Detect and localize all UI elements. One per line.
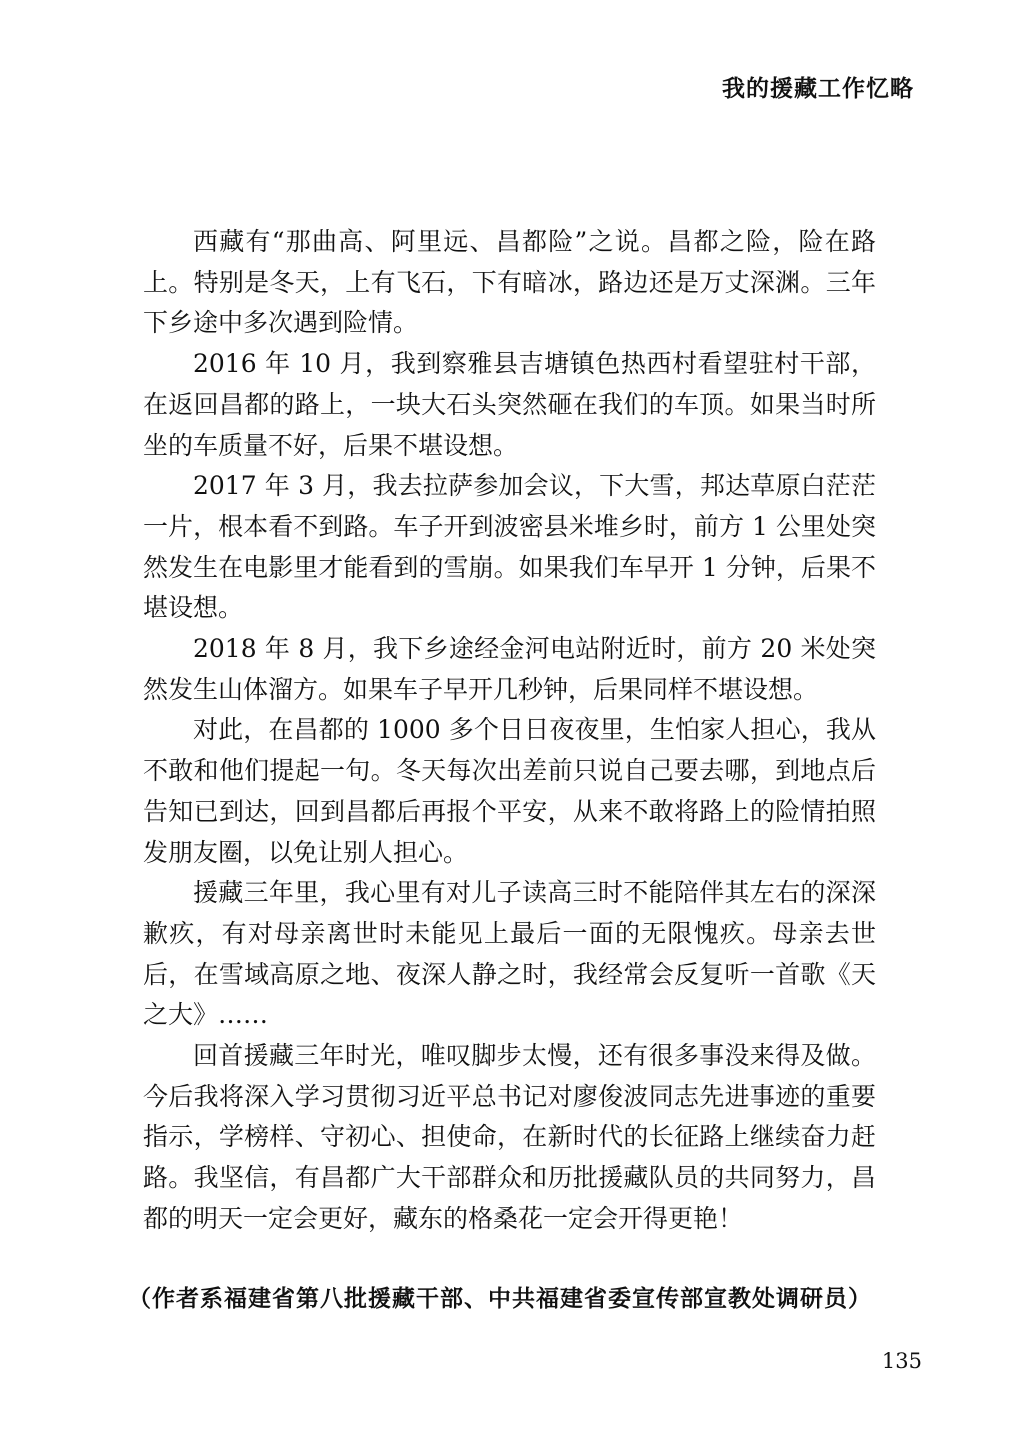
page-number: 135: [881, 1349, 922, 1373]
article-body: [143, 222, 876, 1240]
paragraph-4: 2018 年 8 月，我下乡途经金河电站附近时，前方 20 米处突然发生山体溜方。如果车子早开几秒钟，后果同样不堪设想。: [143, 634, 876, 704]
paragraph-6: 援藏三年里，我心里有对儿子读高三时不能陪伴其左右的深深歉疚，有对母亲离世时未能见上最后一面的无限愧疚。母亲去世后，在雪域高原之地、夜深人静之时，我经常会反复听一首歌《天之大》……: [143, 878, 876, 1030]
paragraph-5: 对此，在昌都的 1000 多个日日夜夜里，生怕家人担心，我从不敢和他们提起一句。冬天每次出差前只说自己要去哪，到地点后告知已到达，回到昌都后再报个平安，从来不敢将路上的险情拍照发朋友圈，以免让别人担心。: [143, 715, 876, 867]
running-header-title: 我的援藏工作忆略: [722, 75, 914, 102]
author-byline: （作者系福建省第八批援藏干部、中共福建省委宣传部宣教处调研员）: [128, 1285, 872, 1312]
paragraph-7: 回首援藏三年时光，唯叹脚步太慢，还有很多事没来得及做。今后我将深入学习贯彻习近平总书记对廖俊波同志先进事迹的重要指示，学榜样、守初心、担使命，在新时代的长征路上继续奋力赶路。我坚信，有昌都广大干部群众和历批援藏队员的共同努力，昌都的明天一定会更好，藏东的格桑花一定会开得更艳！: [143, 1041, 876, 1233]
paragraph-1: 西藏有“那曲高、阿里远、昌都险”之说。昌都之险，险在路上。特别是冬天，上有飞石，下有暗冰，路边还是万丈深渊。三年下乡途中多次遇到险情。: [143, 227, 876, 338]
paragraph-3: 2017 年 3 月，我去拉萨参加会议，下大雪，邦达草原白茫茫一片，根本看不到路。车子开到波密县米堆乡时，前方 1 公里处突然发生在电影里才能看到的雪崩。如果我们车早开 1 分钟，后果不堪设想。: [143, 471, 876, 623]
paragraph-2: 2016 年 10 月，我到察雅县吉塘镇色热西村看望驻村干部，在返回昌都的路上，一块大石头突然砸在我们的车顶。如果当时所坐的车质量不好，后果不堪设想。: [143, 349, 876, 460]
